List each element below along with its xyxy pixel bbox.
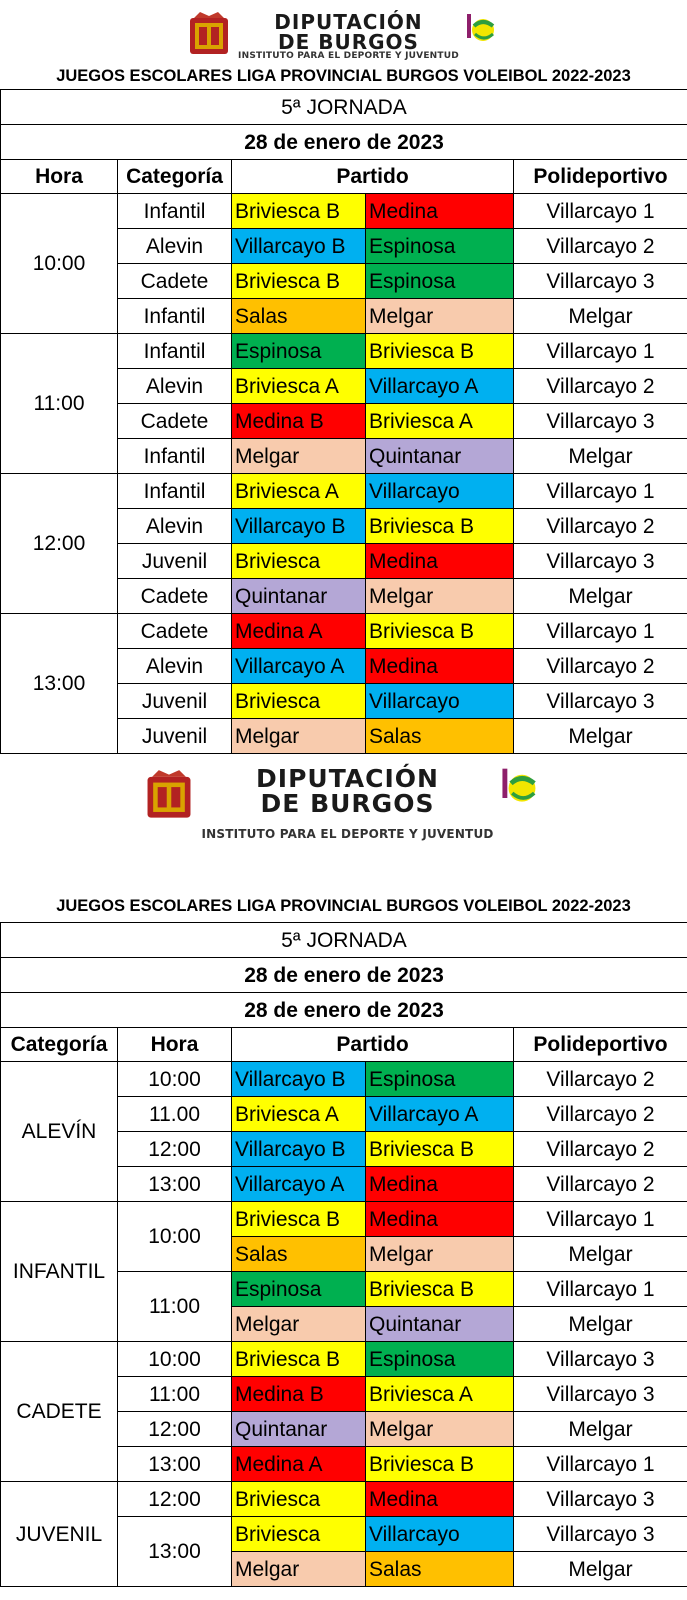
- time-cell: 11:00: [118, 1272, 232, 1342]
- team-home-cell: Villarcayo B: [232, 229, 366, 264]
- team-home-cell: Quintanar: [232, 1412, 366, 1447]
- logo-line-1: DIPUTACIÓN: [256, 764, 439, 793]
- team-home-cell: Espinosa: [232, 334, 366, 369]
- team-home-cell: Espinosa: [232, 1272, 366, 1307]
- team-away-cell: Briviesca B: [366, 334, 514, 369]
- team-away-cell: Quintanar: [366, 1307, 514, 1342]
- header-categoria: Categoría: [1, 1028, 118, 1062]
- header-hora: Hora: [118, 1028, 232, 1062]
- match-row: [1, 334, 687, 369]
- venue-cell: Villarcayo 2: [514, 649, 687, 684]
- team-away-cell: Medina: [366, 1167, 514, 1202]
- match-row: [1, 614, 687, 649]
- team-home-cell: Briviesca: [232, 1517, 366, 1552]
- team-away-cell: Salas: [366, 1552, 514, 1587]
- jornada-label: 5ª JORNADA: [1, 923, 687, 958]
- team-away-cell: Villarcayo A: [366, 1097, 514, 1132]
- category-cell: Alevin: [118, 369, 232, 404]
- logo-top: [0, 12, 687, 61]
- time-cell: 11.00: [118, 1097, 232, 1132]
- sports-badge-icon: [465, 12, 501, 46]
- venue-cell: Villarcayo 1: [514, 1202, 687, 1237]
- header-polideportivo: Polideportivo: [514, 160, 687, 194]
- venue-cell: Villarcayo 3: [514, 1342, 687, 1377]
- team-away-cell: Medina: [366, 1482, 514, 1517]
- team-away-cell: Medina: [366, 194, 514, 229]
- category-cell: INFANTIL: [1, 1202, 118, 1342]
- team-home-cell: Quintanar: [232, 579, 366, 614]
- team-away-cell: Villarcayo: [366, 1517, 514, 1552]
- team-home-cell: Salas: [232, 299, 366, 334]
- burgos-crest-icon: [186, 12, 232, 56]
- category-cell: Cadete: [118, 404, 232, 439]
- venue-cell: Melgar: [514, 1552, 687, 1587]
- time-cell: 13:00: [118, 1517, 232, 1587]
- venue-cell: Villarcayo 1: [514, 614, 687, 649]
- team-away-cell: Briviesca B: [366, 1272, 514, 1307]
- date-label: 28 de enero de 2023: [1, 125, 687, 160]
- team-home-cell: Medina B: [232, 1377, 366, 1412]
- team-home-cell: Villarcayo B: [232, 509, 366, 544]
- jornada-label: 5ª JORNADA: [1, 90, 687, 125]
- team-away-cell: Briviesca B: [366, 1132, 514, 1167]
- time-cell: 13:00: [1, 614, 118, 754]
- category-cell: Alevin: [118, 649, 232, 684]
- team-home-cell: Villarcayo B: [232, 1132, 366, 1167]
- team-away-cell: Melgar: [366, 579, 514, 614]
- team-away-cell: Salas: [366, 719, 514, 754]
- team-away-cell: Melgar: [366, 1412, 514, 1447]
- team-home-cell: Briviesca A: [232, 474, 366, 509]
- category-cell: JUVENIL: [1, 1482, 118, 1587]
- venue-cell: Melgar: [514, 1307, 687, 1342]
- team-away-cell: Espinosa: [366, 264, 514, 299]
- header-partido: Partido: [232, 1028, 514, 1062]
- sports-badge-icon: [500, 766, 544, 808]
- category-cell: ALEVÍN: [1, 1062, 118, 1202]
- logo-line-3: INSTITUTO PARA EL DEPORTE Y JUVENTUD: [201, 827, 494, 841]
- venue-cell: Villarcayo 2: [514, 369, 687, 404]
- logo-line-2: DE BURGOS: [260, 789, 435, 818]
- time-cell: 12:00: [118, 1412, 232, 1447]
- category-cell: Juvenil: [118, 544, 232, 579]
- section2-title: JUEGOS ESCOLARES LIGA PROVINCIAL BURGOS VOLEIBOL 2022-2023: [56, 897, 631, 915]
- team-away-cell: Espinosa: [366, 229, 514, 264]
- team-home-cell: Villarcayo A: [232, 1167, 366, 1202]
- venue-cell: Melgar: [514, 719, 687, 754]
- logo-line-1: DIPUTACIÓN: [274, 10, 423, 34]
- team-home-cell: Briviesca B: [232, 1202, 366, 1237]
- logo-line-2: DE BURGOS: [278, 30, 419, 54]
- category-cell: Infantil: [118, 334, 232, 369]
- category-cell: Infantil: [118, 194, 232, 229]
- venue-cell: Villarcayo 2: [514, 1167, 687, 1202]
- team-away-cell: Melgar: [366, 1237, 514, 1272]
- header-hora: Hora: [1, 160, 118, 194]
- category-cell: Juvenil: [118, 719, 232, 754]
- venue-cell: Melgar: [514, 1412, 687, 1447]
- time-cell: 13:00: [118, 1447, 232, 1482]
- team-home-cell: Medina A: [232, 614, 366, 649]
- venue-cell: Villarcayo 2: [514, 509, 687, 544]
- match-row: [1, 1062, 687, 1097]
- venue-cell: Villarcayo 1: [514, 334, 687, 369]
- venue-cell: Villarcayo 3: [514, 264, 687, 299]
- time-cell: 10:00: [118, 1342, 232, 1377]
- team-home-cell: Briviesca: [232, 544, 366, 579]
- time-cell: 10:00: [118, 1202, 232, 1272]
- schedule-by-time-table: [0, 89, 687, 754]
- team-away-cell: Briviesca A: [366, 404, 514, 439]
- time-cell: 11:00: [118, 1377, 232, 1412]
- team-home-cell: Briviesca B: [232, 264, 366, 299]
- match-row: [1, 474, 687, 509]
- category-cell: Alevin: [118, 229, 232, 264]
- category-cell: Cadete: [118, 264, 232, 299]
- team-home-cell: Briviesca: [232, 1482, 366, 1517]
- venue-cell: Villarcayo 3: [514, 1517, 687, 1552]
- header-polideportivo: Polideportivo: [514, 1028, 687, 1062]
- team-home-cell: Melgar: [232, 1552, 366, 1587]
- header-categoria: Categoría: [118, 160, 232, 194]
- venue-cell: Villarcayo 2: [514, 1097, 687, 1132]
- time-cell: 12:00: [118, 1482, 232, 1517]
- logo-line-3: INSTITUTO PARA EL DEPORTE Y JUVENTUD: [238, 51, 459, 61]
- time-cell: 11:00: [1, 334, 118, 474]
- team-away-cell: Briviesca B: [366, 614, 514, 649]
- header-partido: Partido: [232, 160, 514, 194]
- team-away-cell: Villarcayo: [366, 684, 514, 719]
- team-home-cell: Briviesca A: [232, 369, 366, 404]
- team-away-cell: Medina: [366, 1202, 514, 1237]
- team-home-cell: Briviesca B: [232, 1342, 366, 1377]
- venue-cell: Villarcayo 2: [514, 1132, 687, 1167]
- match-row: [1, 1202, 687, 1237]
- time-cell: 10:00: [1, 194, 118, 334]
- logo-bottom: [0, 766, 687, 840]
- venue-cell: Villarcayo 1: [514, 1447, 687, 1482]
- category-cell: Infantil: [118, 299, 232, 334]
- team-home-cell: Medina B: [232, 404, 366, 439]
- venue-cell: Villarcayo 1: [514, 194, 687, 229]
- team-home-cell: Villarcayo B: [232, 1062, 366, 1097]
- schedule-by-category-table: [0, 922, 687, 1587]
- venue-cell: Villarcayo 3: [514, 1482, 687, 1517]
- team-away-cell: Quintanar: [366, 439, 514, 474]
- section1-title: JUEGOS ESCOLARES LIGA PROVINCIAL BURGOS VOLEIBOL 2022-2023: [56, 67, 631, 85]
- venue-cell: Melgar: [514, 579, 687, 614]
- team-away-cell: Medina: [366, 649, 514, 684]
- team-away-cell: Briviesca B: [366, 1447, 514, 1482]
- match-row: [1, 1342, 687, 1377]
- venue-cell: Villarcayo 2: [514, 229, 687, 264]
- match-row: [1, 1482, 687, 1517]
- team-home-cell: Salas: [232, 1237, 366, 1272]
- category-cell: Infantil: [118, 474, 232, 509]
- venue-cell: Villarcayo 3: [514, 1377, 687, 1412]
- venue-cell: Melgar: [514, 299, 687, 334]
- time-cell: 12:00: [118, 1132, 232, 1167]
- team-home-cell: Melgar: [232, 439, 366, 474]
- date-label: 28 de enero de 2023: [1, 958, 687, 993]
- time-cell: 10:00: [118, 1062, 232, 1097]
- time-cell: 12:00: [1, 474, 118, 614]
- venue-cell: Villarcayo 3: [514, 544, 687, 579]
- team-away-cell: Villarcayo A: [366, 369, 514, 404]
- category-cell: Juvenil: [118, 684, 232, 719]
- team-away-cell: Villarcayo: [366, 474, 514, 509]
- venue-cell: Villarcayo 3: [514, 684, 687, 719]
- team-home-cell: Medina A: [232, 1447, 366, 1482]
- match-row: [1, 194, 687, 229]
- burgos-crest-icon: [143, 766, 195, 824]
- time-cell: 13:00: [118, 1167, 232, 1202]
- category-cell: Alevin: [118, 509, 232, 544]
- team-away-cell: Medina: [366, 544, 514, 579]
- team-home-cell: Briviesca A: [232, 1097, 366, 1132]
- venue-cell: Melgar: [514, 439, 687, 474]
- team-home-cell: Briviesca: [232, 684, 366, 719]
- date-label-repeat: 28 de enero de 2023: [1, 993, 687, 1028]
- category-cell: Cadete: [118, 579, 232, 614]
- venue-cell: Villarcayo 1: [514, 1272, 687, 1307]
- team-home-cell: Villarcayo A: [232, 649, 366, 684]
- team-home-cell: Briviesca B: [232, 194, 366, 229]
- venue-cell: Melgar: [514, 1237, 687, 1272]
- venue-cell: Villarcayo 3: [514, 404, 687, 439]
- category-cell: CADETE: [1, 1342, 118, 1482]
- team-home-cell: Melgar: [232, 719, 366, 754]
- category-cell: Cadete: [118, 614, 232, 649]
- team-away-cell: Briviesca A: [366, 1377, 514, 1412]
- category-cell: Infantil: [118, 439, 232, 474]
- venue-cell: Villarcayo 1: [514, 474, 687, 509]
- team-away-cell: Melgar: [366, 299, 514, 334]
- team-away-cell: Espinosa: [366, 1062, 514, 1097]
- team-away-cell: Espinosa: [366, 1342, 514, 1377]
- team-away-cell: Briviesca B: [366, 509, 514, 544]
- team-home-cell: Melgar: [232, 1307, 366, 1342]
- venue-cell: Villarcayo 2: [514, 1062, 687, 1097]
